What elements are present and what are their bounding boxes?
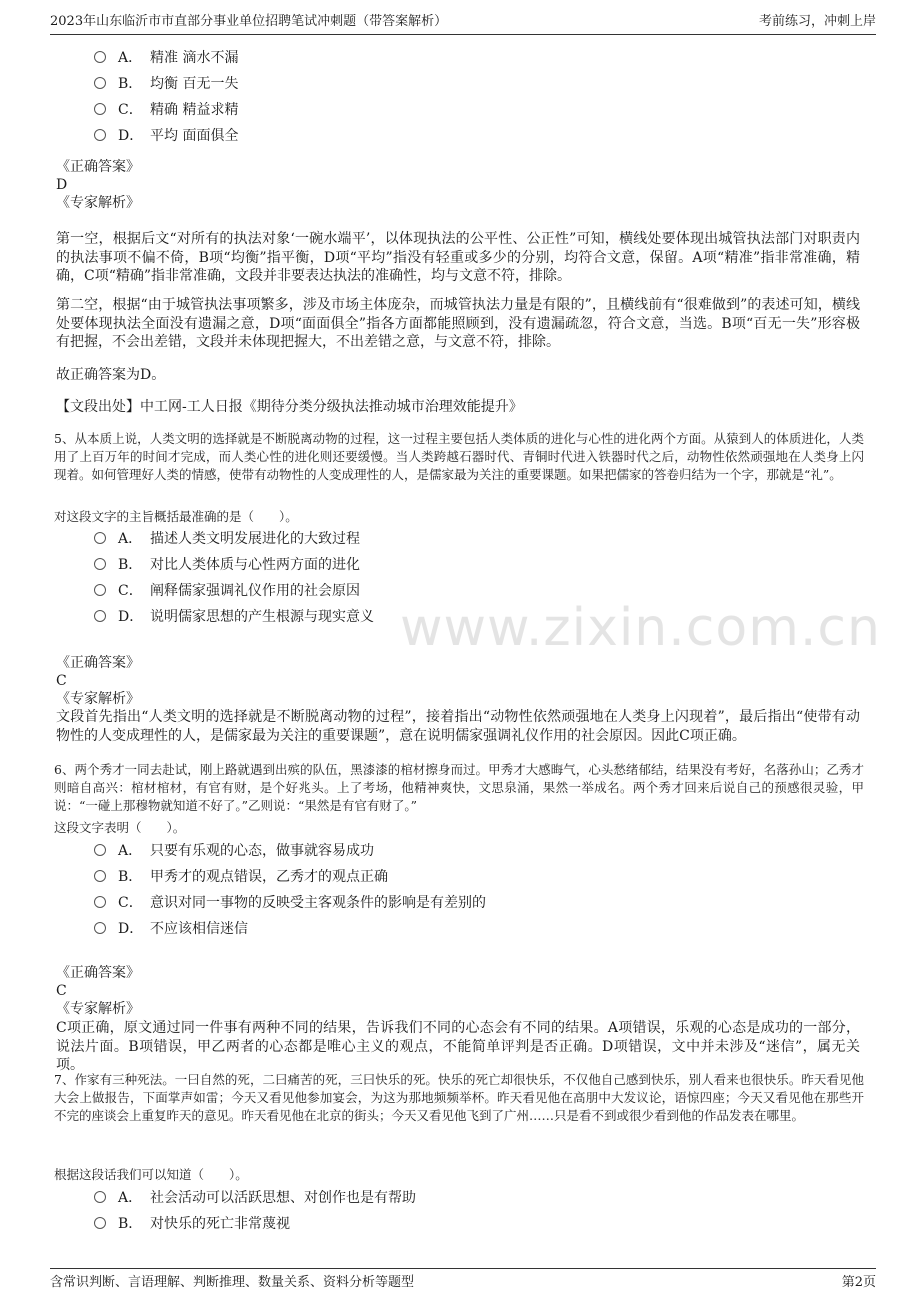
page-header (50, 10, 876, 35)
radio-icon[interactable] (94, 1191, 106, 1203)
radio-icon[interactable] (94, 610, 106, 622)
answer-label: 《正确答案》 (56, 965, 140, 981)
analysis-label: 《专家解析》 (56, 1001, 140, 1017)
q6-options (94, 840, 486, 944)
radio-icon[interactable] (94, 532, 106, 544)
q6-option-b[interactable]: B． 甲秀才的观点错误，乙秀才的观点正确 (94, 866, 486, 892)
radio-icon[interactable] (94, 77, 106, 89)
radio-icon[interactable] (94, 103, 106, 115)
q5-analysis: 文段首先指出“人类文明的选择就是不断脱离动物的过程”，接着指出“动物性依然顽强地在人类身上闪现着”，最后指出“使带有动物性的人变成理性的人，是儒家最为关注的重要课题”，意在说明儒家强调礼仪作用的社会原因。因此C项正确。 (56, 709, 860, 744)
q4-conclusion: 故正确答案为D。 (56, 367, 166, 383)
q5-ask: 对这段文字的主旨概括最准确的是（ ）。 (54, 509, 298, 524)
q4-option-c[interactable]: C． 精确 精益求精 (94, 99, 238, 125)
radio-icon[interactable] (94, 1217, 106, 1229)
q4-analysis-para1: 第一空，根据后文“对所有的执法对象‘一碗水端平’，以体现执法的公平性、公正性”可知，横线处要体现出城管执法部门对职责内的执法事项不偏不倚，B项“均衡”指平衡，D项“平均”指没有轻重或多少的分别，均符合文意，保留。A项“精准”指非常准确，精确，C项“精确”指非常准确，文段并非要表达执法的准确性，均与文意不符，排除。 (56, 231, 860, 284)
q4-options (94, 47, 238, 151)
answer-label: 《正确答案》 (56, 159, 140, 175)
radio-icon[interactable] (94, 558, 106, 570)
q5-stem: 5、从本质上说，人类文明的选择就是不断脱离动物的过程，这一过程主要包括人类体质的进化与心性的进化两个方面。从猿到人的体质进化，人类用了上百万年的时间才完成，而人类心性的进化则还要缓慢。当人类跨越石器时代、青铜时代进入铁器时代之后，动物性依然顽强地在人类身上闪现着。如何管理好人类的情感，使带有动物性的人变成理性的人，是儒家最为关注的重要课题。如果把儒家的答卷归结为一个字，那就是“礼”。 (54, 431, 864, 482)
q4-option-d[interactable]: D． 平均 面面俱全 (94, 125, 238, 151)
q7-option-b[interactable]: B． 对快乐的死亡非常蔑视 (94, 1213, 416, 1239)
q6-option-a[interactable]: A． 只要有乐观的心态，做事就容易成功 (94, 840, 486, 866)
radio-icon[interactable] (94, 870, 106, 882)
q4-option-a[interactable]: A． 精准 滴水不漏 (94, 47, 238, 73)
q7-option-a[interactable]: A． 社会活动可以活跃思想、对创作也是有帮助 (94, 1187, 416, 1213)
q4-answer-block (56, 158, 860, 212)
q5-option-d[interactable]: D． 说明儒家思想的产生根源与现实意义 (94, 606, 374, 632)
q6-stem: 6、两个秀才一同去赴试，刚上路就遇到出殡的队伍，黑漆漆的棺材擦身而过。甲秀才大感晦气，心头愁绪郁结，结果没有考好，名落孙山；乙秀才则暗自高兴：棺材棺材，有官有财，是个好兆头。上了考场，他精神爽快，文思泉涌，果然一举成名。两个秀才回来后说自己的预感很灵验，甲说：“一碰上那穆物就知道不好了。”乙则说：“果然是有官有财了。” (54, 762, 864, 813)
q5-option-a[interactable]: A． 描述人类文明发展进化的大致过程 (94, 528, 374, 554)
q7-ask: 根据这段话我们可以知道（ ）。 (54, 1167, 248, 1182)
q4-analysis-para2: 第二空，根据“由于城管执法事项繁多，涉及市场主体庞杂，而城管执法力量是有限的”，且横线前有“很难做到”的表述可知，横线处要体现执法全面没有遗漏之意，D项“面面俱全”指各方面都能照顾到，没有遗漏疏忽，符合文意，当选。B项“百无一失”形容极有把握，不会出差错，文段并未体现把握大，不出差错之意，与文意不符，排除。 (56, 297, 860, 350)
page-number: 第2页 (841, 1275, 876, 1290)
answer-value: C (56, 983, 67, 999)
q6-answer-block (56, 964, 860, 1018)
q7-options (94, 1187, 416, 1239)
document-title: 2023年山东临沂市市直部分事业单位招聘笔试冲刺题（带答案解析） (50, 14, 448, 29)
q6-option-d[interactable]: D． 不应该相信迷信 (94, 918, 486, 944)
q6-analysis: C项正确，原文通过同一件事有两种不同的结果，告诉我们不同的心态会有不同的结果。A项错误，乐观的心态是成功的一部分，说法片面。B项错误，甲乙两者的心态都是唯心主义的观点，不能简单评判是否正确。D项错误，文中并未涉及“迷信”，属无关项。 (56, 1020, 860, 1073)
q5-option-c[interactable]: C． 阐释儒家强调礼仪作用的社会原因 (94, 580, 374, 606)
answer-label: 《正确答案》 (56, 655, 140, 671)
watermark: www.zixin.com.cn (400, 598, 881, 658)
answer-value: D (56, 177, 68, 193)
q4-source: 【文段出处】中工网-工人日报《期待分类分级执法推动城市治理效能提升》 (56, 399, 523, 415)
page-footer (50, 1268, 876, 1295)
radio-icon[interactable] (94, 844, 106, 856)
answer-value: C (56, 673, 67, 689)
radio-icon[interactable] (94, 584, 106, 596)
q5-option-b[interactable]: B． 对比人类体质与心性两方面的进化 (94, 554, 374, 580)
q7-stem: 7、作家有三种死法。一曰自然的死，二曰痛苦的死，三曰快乐的死。快乐的死亡却很快乐，不仅他自己感到快乐，别人看来也很快乐。昨天看见他大会上做报告，下面掌声如雷；今天又看见他参加宴会，为这为那地频频举杯。昨天看见他在高朋中大发议论，语惊四座；今天又看见他在那些开不完的座谈会上重复昨天的意见。昨天看见他在北京的街头；今天又看见他飞到了广州……只是看不到或很少看到他的作品发表在哪里。 (54, 1072, 864, 1123)
header-slogan: 考前练习，冲刺上岸 (758, 14, 876, 29)
analysis-label: 《专家解析》 (56, 691, 140, 707)
q5-answer-block (56, 654, 860, 708)
radio-icon[interactable] (94, 922, 106, 934)
radio-icon[interactable] (94, 896, 106, 908)
q6-option-c[interactable]: C． 意识对同一事物的反映受主客观条件的影响是有差别的 (94, 892, 486, 918)
q4-option-b[interactable]: B． 均衡 百无一失 (94, 73, 238, 99)
q5-options (94, 528, 374, 632)
radio-icon[interactable] (94, 51, 106, 63)
radio-icon[interactable] (94, 129, 106, 141)
q6-ask: 这段文字表明（ ）。 (54, 820, 186, 835)
footer-description: 含常识判断、言语理解、判断推理、数量关系、资料分析等题型 (50, 1275, 415, 1290)
analysis-label: 《专家解析》 (56, 195, 140, 211)
